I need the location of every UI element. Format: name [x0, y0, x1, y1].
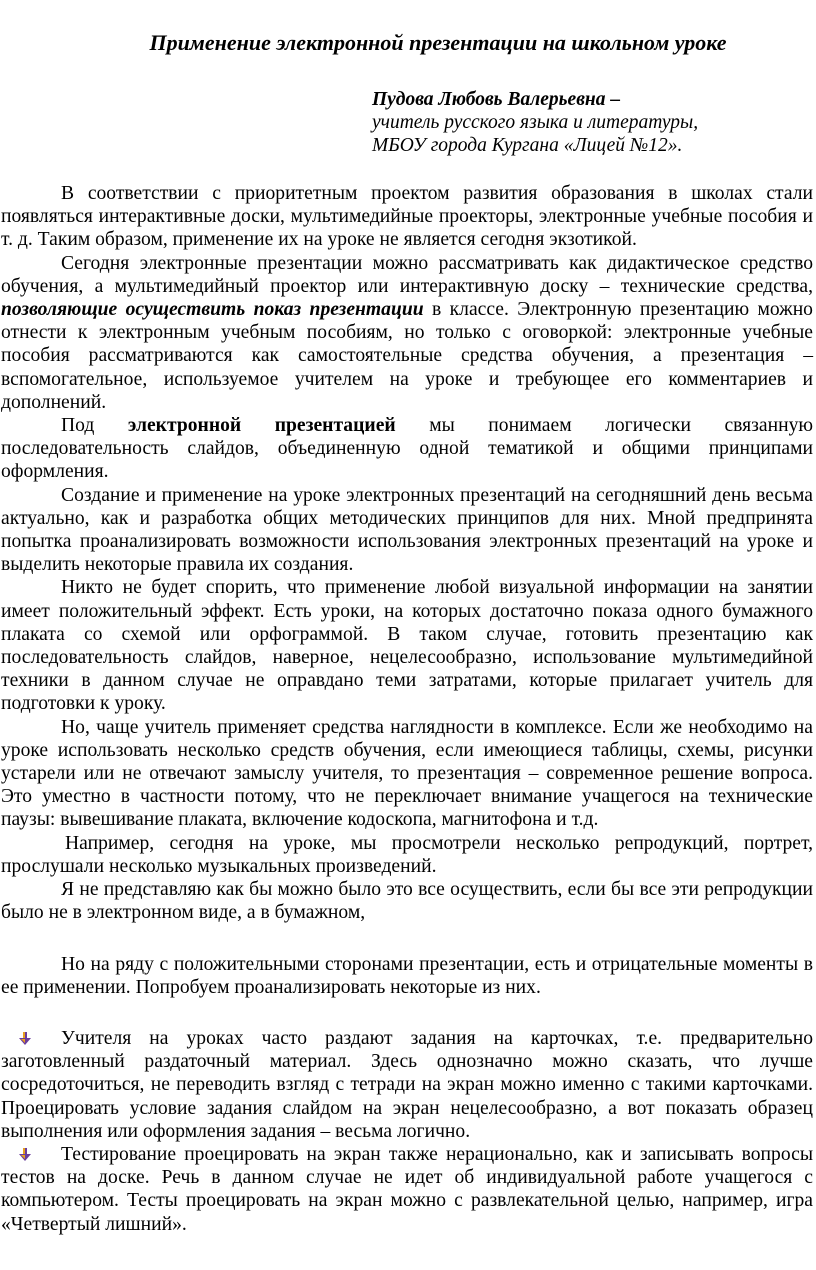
paragraph — [1, 414, 813, 484]
paragraph — [1, 252, 813, 414]
author-name: Пудова Любовь Валерьевна – — [372, 89, 621, 110]
blank-line — [1, 925, 813, 953]
paragraph-text: Под — [61, 415, 128, 437]
paragraph: Создание и применение на уроке электронных презентаций на сегодняшний день весьма актуально, как и разработка общих методических принципов для них. Мной предпринята попытка проанализировать возможности использования электронных презентаций на уроке и выделить некоторые правила их создания. — [1, 484, 813, 576]
paragraph-text: в классе. Электронную презентацию можно отнести к электронным учебным пособиям, но только с оговоркой: электронные учебные пособия рассматриваются как самостоятельные средства обучения, а презентация – вспомогательное, используемое учителем на уроке и требующее его комментариев и дополнений. — [1, 299, 813, 413]
paragraph: Я не представляю как бы можно было это все осуществить, если бы все эти репродукции было не в электронном виде, а в бумажном, — [1, 879, 813, 924]
arrow-down-bullet-icon — [17, 1031, 33, 1047]
emphasis-text: позволяющие осуществить показ презентации — [1, 299, 424, 321]
paragraph: Но на ряду с положительными сторонами презентации, есть и отрицательные моменты в ее применении. Попробуем проанализировать некоторые из них. — [1, 953, 813, 998]
emphasis-text: электронной презентацией — [127, 415, 396, 437]
list-item — [1, 1027, 813, 1143]
paragraph: Никто не будет спорить, что применение любой визуальной информации на занятии имеет положительный эффект. Есть уроки, на которых достаточно показа одного бумажного плаката со схемой или орфограммой. В таком случае, готовить презентацию как последовательность слайдов, наверное, нецелесообразно, использование мультимедийной техники в данном случае не оправдано теми затратами, которые прилагает учитель для подготовки к уроку. — [1, 577, 813, 715]
arrow-down-bullet-icon — [17, 1147, 33, 1163]
document-title: Применение электронной презентации на школьном уроке — [149, 30, 727, 55]
list-item-text: Тестирование проецировать на экран также нерационально, как и записывать вопросы тестов на доске. Речь в данном случае не идет об индивидуальной работе учащегося с компьютером. Тесты проецировать на экран можно с развлекательной целью, например, игра «Четвертый лишний». — [1, 1143, 813, 1235]
paragraph-text: Сегодня электронные презентации можно рассматривать как дидактическое средство обучения, а мультимедийный проектор или интерактивную доску – технические средства, — [1, 252, 813, 297]
author-block — [372, 88, 698, 157]
paragraph: Но, чаще учитель применяет средства наглядности в комплексе. Если же необходимо на уроке использовать несколько средств обучения, если имеющиеся таблицы, схемы, рисунки устарели или не отвечают замыслу учителя, то презентация – современное решение вопроса. Это уместно в частности потому, что не переключает внимание учащегося на технические паузы: вывешивание плаката, включение кодоскопа, магнитофона и т.д. — [1, 716, 813, 831]
paragraph: В соответствии с приоритетным проектом развития образования в школах стали появляться интерактивные доски, мультимедийные проекторы, электронные учебные пособия и т. д. Таким образом, применение их на уроке не является сегодня экзотикой. — [1, 183, 813, 251]
document-body — [1, 182, 813, 1236]
author-role: учитель русского языка и литературы, — [372, 112, 699, 133]
blank-line — [1, 999, 813, 1027]
author-school: МБОУ города Кургана «Лицей №12». — [372, 135, 683, 156]
paragraph: Например, сегодня на уроке, мы просмотрели несколько репродукций, портрет, прослушали несколько музыкальных произведений. — [1, 832, 813, 877]
list-item — [1, 1143, 813, 1236]
paragraph-text: мы понимаем логически связанную последовательность слайдов, объединенную одной тематикой и общими принципами оформления. — [1, 415, 814, 483]
list-item-text: Учителя на уроках часто раздают задания на карточках, т.е. предварительно заготовленный раздаточный материал. Здесь однозначно можно сказать, что лучше сосредоточиться, не переводить взгляд с тетради на экран можно именно с такими карточками. Проецировать условие задания слайдом на экран нецелесообразно, а вот показать образец выполнения или оформления задания – весьма логично. — [1, 1027, 813, 1142]
